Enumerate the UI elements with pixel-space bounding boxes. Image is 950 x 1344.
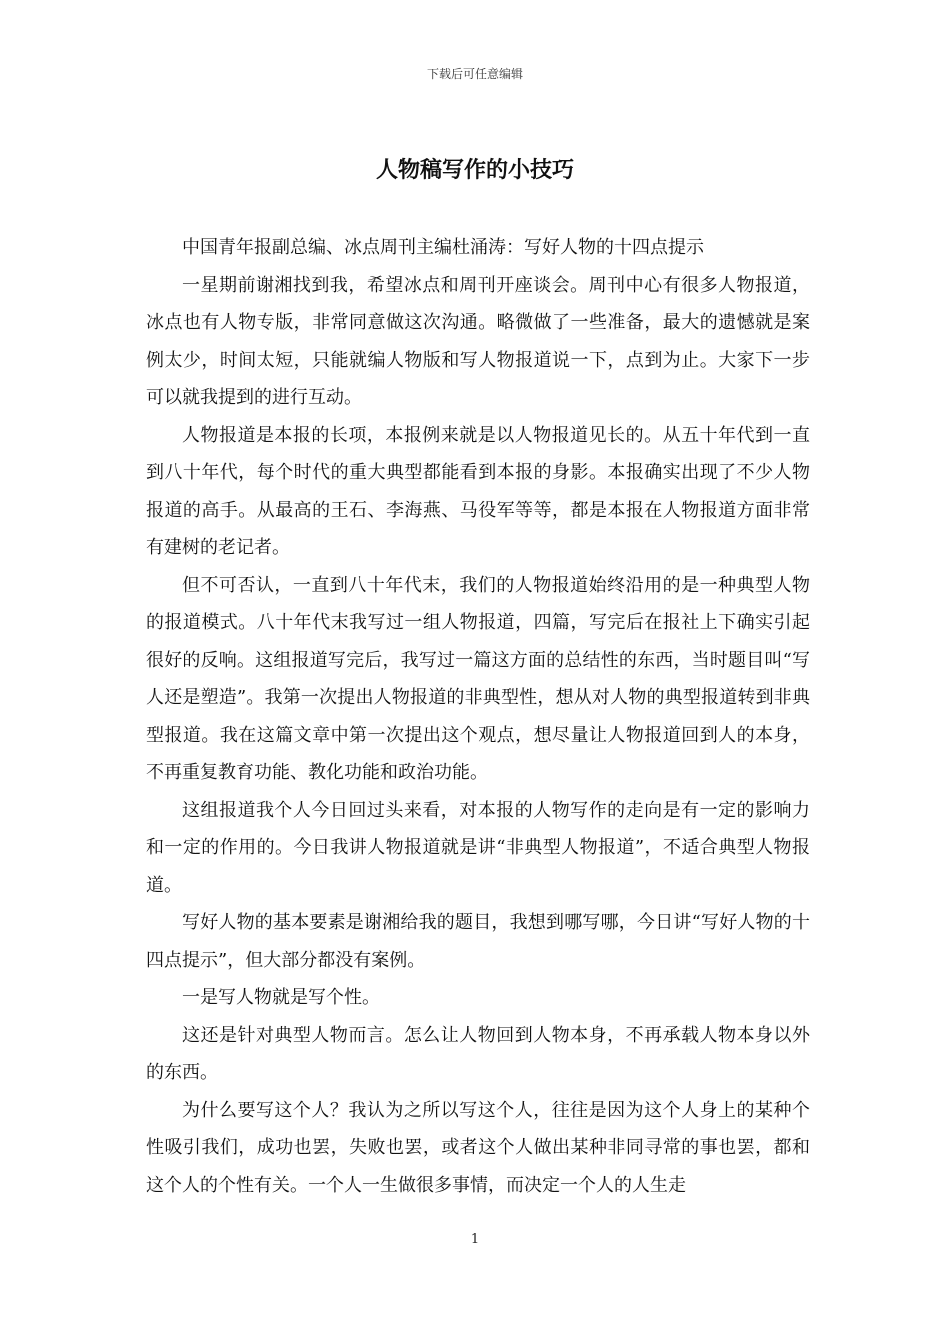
document-title: 人物稿写作的小技巧 <box>375 157 574 183</box>
paragraph-6: 写好人物的基本要素是谢湘给我的题目，我想到哪写哪，今日讲“写好人物的十四点提示”，但大部分都没有案例。 <box>146 912 810 971</box>
paragraph-5: 这组报道我个人今日回过头来看，对本报的人物写作的走向是有一定的影响力和一定的作用的。今日我讲人物报道就是讲“非典型人物报道”，不适合典型人物报道。 <box>146 799 810 896</box>
paragraph-9: 为什么要写这个人？我认为之所以写这个人，往往是因为这个人身上的某种个性吸引我们，成功也罢，失败也罢，或者这个人做出某种非同寻常的事也罢，都和这个人的个性有关。一个人一生做很多事情，而决定一个人的人生走 <box>146 1099 810 1196</box>
page-header-note: 下载后可任意编辑 <box>426 67 523 81</box>
paragraph-1: 中国青年报副总编、冰点周刊主编杜涌涛：写好人物的十四点提示 <box>182 237 704 258</box>
paragraph-2: 一星期前谢湘找到我，希望冰点和周刊开座谈会。周刊中心有很多人物报道，冰点也有人物专版，非常同意做这次沟通。略微做了一些准备，最大的遗憾就是案例太少，时间太短，只能就编人物版和写人物报道说一下，点到为止。大家下一步可以就我提到的进行互动。 <box>146 274 810 408</box>
paragraph-7: 一是写人物就是写个性。 <box>182 987 380 1008</box>
document-body <box>146 229 810 1204</box>
page-number: 1 <box>470 1232 480 1247</box>
paragraph-8: 这还是针对典型人物而言。怎么让人物回到人物本身，不再承载人物本身以外的东西。 <box>146 1024 810 1083</box>
paragraph-4: 但不可否认，一直到八十年代末，我们的人物报道始终沿用的是一种典型人物的报道模式。八十年代末我写过一组人物报道，四篇，写完后在报社上下确实引起很好的反响。这组报道写完后，我写过一篇这方面的总结性的东西，当时题目叫“写人还是塑造”。我第一次提出人物报道的非典型性，想从对人物的典型报道转到非典型报道。我在这篇文章中第一次提出这个观点，想尽量让人物报道回到人的本身，不再重复教育功能、教化功能和政治功能。 <box>146 574 810 783</box>
paragraph-3: 人物报道是本报的长项，本报例来就是以人物报道见长的。从五十年代到一直到八十年代，每个时代的重大典型都能看到本报的身影。本报确实出现了不少人物报道的高手。从最高的王石、李海燕、马役军等等，都是本报在人物报道方面非常有建树的老记者。 <box>146 424 810 558</box>
